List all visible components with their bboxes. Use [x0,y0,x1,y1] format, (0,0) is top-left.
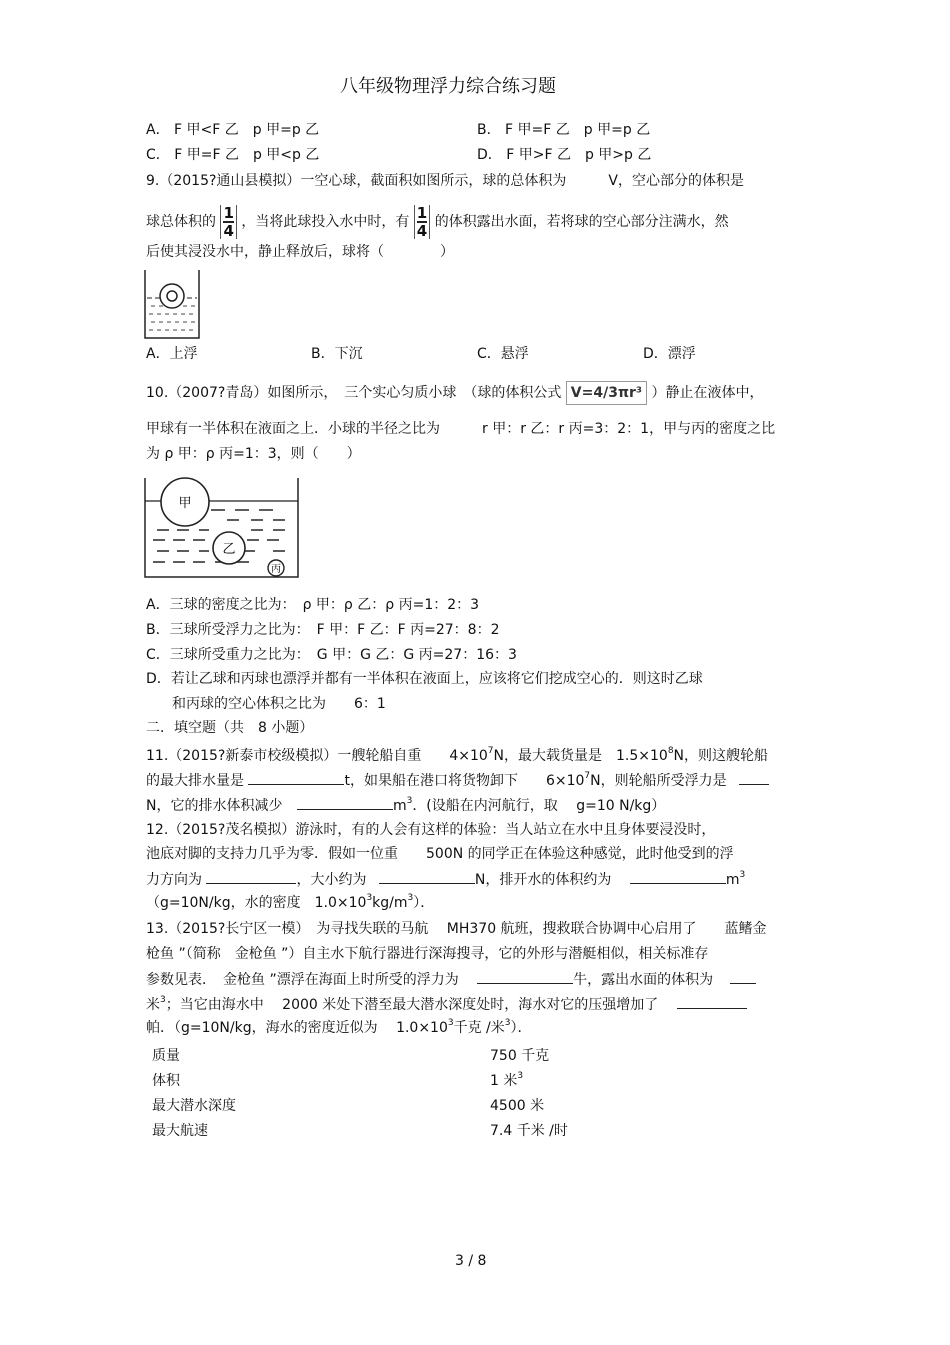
q12-text: ，大小约为 [296,872,367,888]
q10-line1 [146,381,764,405]
fraction-numerator: 1 [223,204,234,222]
answer-blank[interactable] [730,970,756,984]
q11-text: N，则轮船所受浮力是 [590,773,727,789]
sphere-volume-formula: V=4/3πr³ [566,381,647,405]
q12-line4 [146,894,434,912]
q13-text: 牛，露出水面的体积为 [573,972,714,988]
q13-line4 [146,995,747,1014]
q13-line5 [146,1019,532,1037]
q11-text: 11.（2015?新泰市校级模拟）一艘轮船自重 4×10 [146,748,488,764]
table-row [146,1093,574,1118]
q11-text: N，则这艘轮船 [673,748,769,764]
exponent: 3 [160,995,166,1005]
q11-text: t，如果船在港口将货物卸下 6×10 [344,773,585,789]
table-cell-key: 最大航速 [152,1122,208,1139]
q10-line2: 甲球有一半体积在液面之上．小球的半径之比为 r 甲：r 乙：r 丙=3：2：1，甲与丙的密度之比 [146,421,776,437]
q12-text: ）． [413,895,435,911]
q13-line2: 枪鱼 ”（简称 金枪鱼 ”）自主水下航行器进行深海搜寻，它的外形与潜艇相似，相关标准存 [146,946,709,962]
table-cell-value: 750 千克 [490,1047,550,1064]
exponent: 7 [487,746,494,756]
q12-text: N，排开水的体积约为 [474,872,612,888]
answer-blank[interactable] [379,870,475,884]
table-cell-key: 质量 [152,1047,180,1064]
exponent: 3 [447,1018,454,1028]
q13-text: ）． [510,1020,532,1036]
q13-line1: 13.（2015?长宁区一模） 为寻找失联的马航 MH370 航班，搜救联合协调中心启用了 蓝鳍金 [146,921,767,937]
table-row [146,1118,574,1143]
q13-text: 参数见表． 金枪鱼 ”漂浮在海面上时所受的浮力为 [146,972,459,988]
q9-line2 [146,205,729,239]
q10-line1-b: ）静止在液体中， [651,385,764,401]
q12-line1: 12.（2015?茂名模拟）游泳时，有的人会有这样的体验：当人站立在水中且身体要浸没时， [146,822,716,838]
q11-line2 [146,771,769,790]
answer-blank[interactable] [739,771,769,785]
exponent: 3 [517,1070,524,1081]
fraction-numerator: 1 [416,204,428,222]
answer-blank[interactable] [206,870,296,884]
parameters-table [146,1043,574,1143]
q8-option-a: A． F 甲<F 乙 p 甲=p 乙 [146,122,320,138]
answer-blank[interactable] [677,995,747,1009]
q13-text: 帕．（g=10N/kg，海水的密度近似为 1.0×10 [146,1020,448,1036]
ball-jia-label: 甲 [178,496,192,511]
table-cell-key: 最大潜水深度 [152,1097,236,1114]
q10-line3: 为 ρ 甲：ρ 丙=1：3，则（ ） [146,446,361,462]
q8-option-d: D． F 甲>F 乙 p 甲>p 乙 [477,147,652,163]
exponent: 8 [667,746,674,756]
q10-line1-a: 10.（2007?青岛）如图所示， 三个实心匀质小球 （球的体积公式 [146,385,562,401]
value-text: 1 米 [490,1072,518,1089]
q11-line3 [146,796,665,815]
answer-blank[interactable] [297,796,393,810]
q11-line1 [146,747,768,765]
q11-text: N，最大载货量是 1.5×10 [493,748,668,764]
q13-text: 千克 /米 [453,1020,505,1036]
q9-line3: 后使其浸没水中，静止释放后，球将（ ） [146,244,454,260]
q12-text: 力方向为 [146,872,202,888]
q9-line2-a: 球总体积的 [146,214,216,230]
q13-line3 [146,970,756,989]
ball-yi-label: 乙 [222,542,236,557]
q9-option-a: A．上浮 [146,346,198,362]
q13-text: 米 [146,997,160,1013]
q9-option-c: C．悬浮 [477,346,529,362]
answer-blank[interactable] [477,970,573,984]
q9-line2-c: 的体积露出水面，若将球的空心部分注满水，然 [434,214,729,230]
section-heading: 二．填空题（共 8 小题） [146,720,314,736]
q11-text: ．(设船在内河航行，取 g=10 N/kg） [412,798,666,814]
q12-line3 [146,870,745,889]
q10-option-a: A．三球的密度之比为： ρ 甲：ρ 乙：ρ 丙=1：2：3 [146,597,480,613]
q8-option-b: B． F 甲=F 乙 p 甲=p 乙 [477,122,651,138]
q9-option-d: D．漂浮 [643,346,696,362]
q9-line2-b: ，当将此球投入水中时，有 [241,214,410,230]
q11-text: N，它的排水体积减少 [146,798,283,814]
table-row [146,1043,574,1068]
table-cell-key: 体积 [152,1072,180,1089]
table-cell-value: 7.4 千米 /时 [490,1122,568,1139]
q12-text: m [725,872,740,888]
q10-option-c: C．三球所受重力之比为： G 甲：G 乙：G 丙=27：16：3 [146,647,517,663]
q10-option-d: D．若让乙球和丙球也漂浮并都有一半体积在液面上，应该将它们挖成空心的．则这时乙球 [146,671,703,687]
exponent: 3 [504,1018,511,1028]
q10-option-d-cont: 和丙球的空心体积之比为 6：1 [172,696,386,712]
three-balls-figure [143,476,301,580]
exponent: 3 [739,870,746,880]
ball-bing-label: 丙 [271,564,281,575]
q11-text: 的最大排水量是 [146,773,244,789]
answer-blank[interactable] [248,771,344,785]
exponent: 3 [407,893,414,903]
fraction-denominator: 4 [416,222,428,240]
table-cell-value [484,1068,574,1093]
hollow-ball-cavity [167,291,177,301]
table-row [146,1068,574,1093]
page-number: 3 / 8 [455,1253,487,1269]
exponent: 3 [406,796,413,806]
exponent: 3 [366,893,373,903]
q13-text: ；当它由海水中 2000 米处下潜至最大潜水深度处时，海水对它的压强增加了 [165,997,659,1013]
q12-text: （g=10N/kg，水的密度 1.0×10 [146,895,367,911]
exponent: 7 [584,771,591,781]
q9-line1: 9.（2015?通山县模拟）一空心球，截面积如图所示，球的总体积为 V，空心部分的体积是 [146,173,744,189]
fraction-denominator: 4 [223,222,234,240]
table-cell-value: 4500 米 [490,1097,545,1114]
answer-blank[interactable] [630,870,726,884]
q10-option-b: B．三球所受浮力之比为： F 甲：F 乙：F 丙=27：8：2 [146,622,500,638]
hollow-ball-figure [143,268,201,340]
q12-text: kg/m [372,895,408,911]
q12-line2: 池底对脚的支持力几乎为零．假如一位重 500N 的同学正在体验这种感觉，此时他受到的浮 [146,846,734,862]
q9-option-b: B．下沉 [311,346,363,362]
q8-option-c: C． F 甲=F 乙 p 甲<p 乙 [146,147,320,163]
fraction-one-quarter [220,205,236,239]
q11-text: m [392,798,407,814]
fraction-one-quarter [414,205,430,239]
page-title: 八年级物理浮力综合练习题 [340,76,556,97]
